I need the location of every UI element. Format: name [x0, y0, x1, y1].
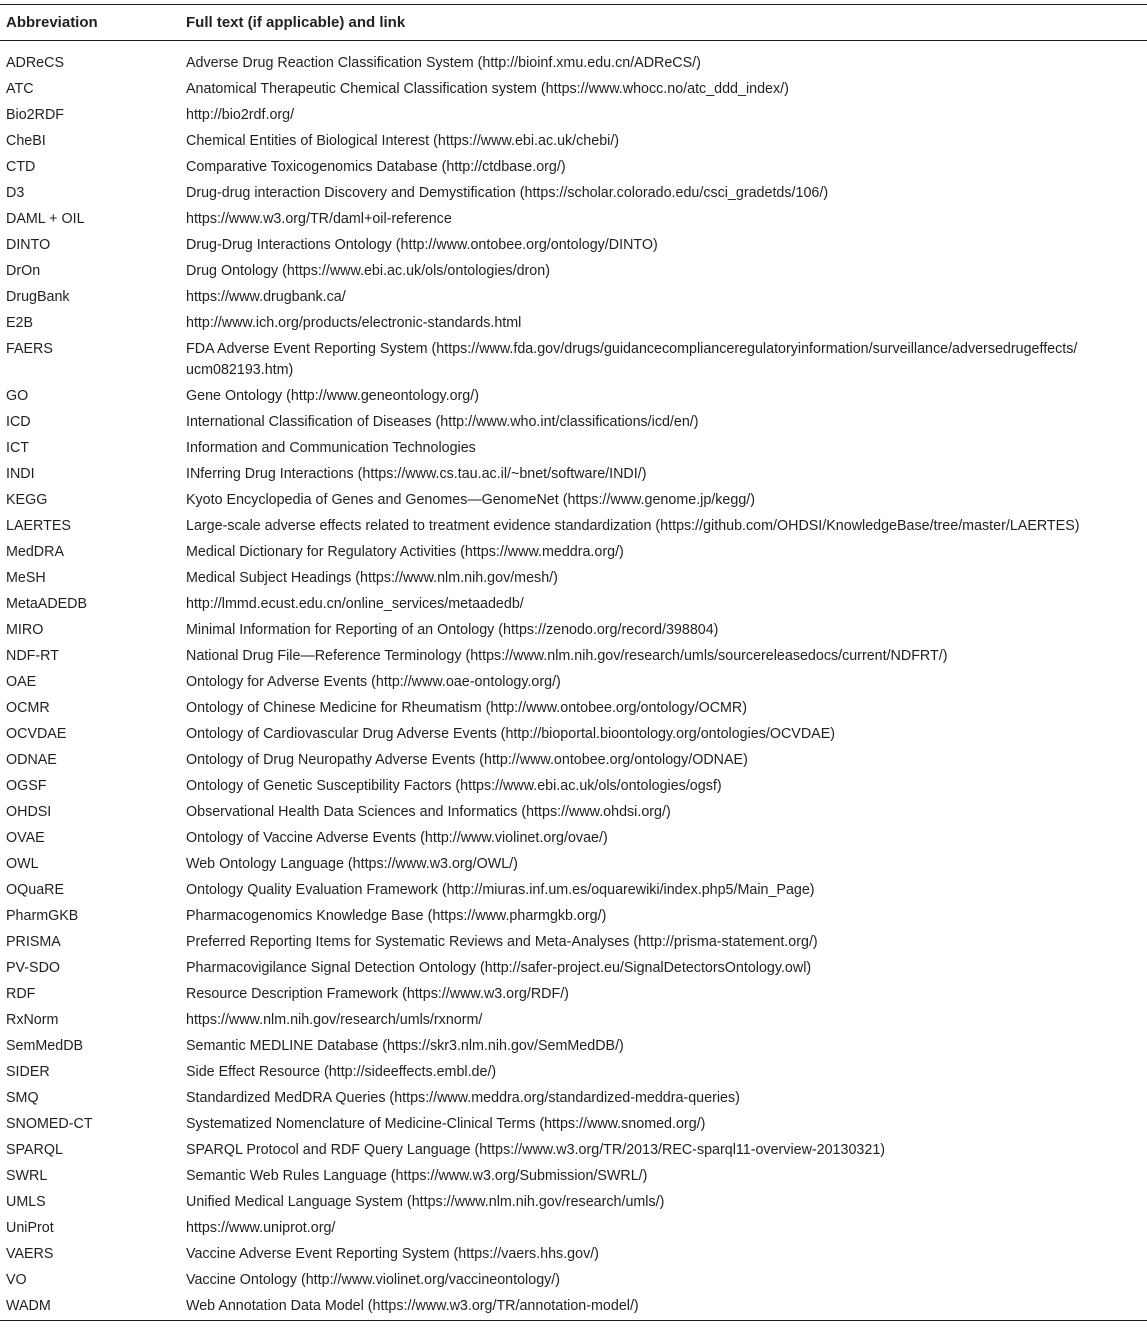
full-text-cell: Semantic MEDLINE Database (https://skr3.nlm.nih.gov/SemMedDB/) [186, 1038, 624, 1054]
full-text-cell: Web Annotation Data Model (https://www.w3.org/TR/annotation-model/) [183, 1294, 1147, 1321]
abbreviation-cell: OAE [6, 674, 37, 690]
table-row [0, 956, 1147, 982]
table-row [0, 41, 1147, 78]
abbreviation-cell: CTD [6, 159, 36, 175]
full-text-cell: Ontology of Vaccine Adverse Events (http://www.violinet.org/ovae/) [186, 830, 608, 846]
table-header [0, 5, 1147, 41]
full-text-cell: Ontology of Chinese Medicine for Rheumatism (http://www.ontobee.org/ontology/OCMR) [186, 700, 748, 716]
full-text-cell: Semantic Web Rules Language (https://www.w3.org/Submission/SWRL/) [186, 1168, 648, 1184]
abbreviation-cell: KEGG [6, 492, 48, 508]
table-row [0, 982, 1147, 1008]
abbreviation-cell: OGSF [6, 778, 47, 794]
full-text-cell: SPARQL Protocol and RDF Query Language (https://www.w3.org/TR/2013/REC-sparql11-overview-20130321) [186, 1142, 886, 1158]
full-text-cell: https://www.w3.org/TR/daml+oil-reference [186, 211, 452, 227]
header-abbreviation: Abbreviation [0, 5, 183, 41]
table-row [0, 722, 1147, 748]
abbreviation-cell: SIDER [6, 1064, 50, 1080]
table-row [0, 1112, 1147, 1138]
header-full-text: Full text (if applicable) and link [183, 5, 1147, 41]
abbreviation-cell: INDI [6, 466, 35, 482]
full-text-cell: Drug Ontology (https://www.ebi.ac.uk/ols/ontologies/dron) [186, 263, 550, 279]
full-text-cell: Ontology of Genetic Susceptibility Factors (https://www.ebi.ac.uk/ols/ontologies/ogsf) [186, 778, 722, 794]
abbreviation-cell: MetaADEDB [6, 596, 88, 612]
table-row [0, 436, 1147, 462]
full-text-cell: Kyoto Encyclopedia of Genes and Genomes—GenomeNet (https://www.genome.jp/kegg/) [186, 492, 755, 508]
abbreviation-cell: OWL [6, 856, 39, 872]
table-body [0, 41, 1147, 1321]
full-text-cell: Pharmacovigilance Signal Detection Ontology (http://safer-project.eu/SignalDetectorsOntology.owl) [186, 960, 812, 976]
abbreviation-cell: SNOMED-CT [6, 1116, 93, 1132]
table-row [0, 1294, 1147, 1321]
full-text-cell: Vaccine Adverse Event Reporting System (https://vaers.hhs.gov/) [186, 1246, 599, 1262]
abbreviation-cell: SPARQL [6, 1142, 63, 1158]
abbreviation-cell: GO [6, 388, 29, 404]
full-text-cell: Standardized MedDRA Queries (https://www.meddra.org/standardized-meddra-queries) [186, 1090, 740, 1106]
table-row [0, 566, 1147, 592]
abbreviation-cell: PV-SDO [6, 960, 61, 976]
full-text-cell: INferring Drug Interactions (https://www.cs.tau.ac.il/~bnet/software/INDI/) [186, 466, 647, 482]
abbreviation-cell: NDF-RT [6, 648, 59, 664]
abbreviation-cell: DrugBank [6, 289, 70, 305]
abbreviation-cell: DINTO [6, 237, 51, 253]
full-text-cell: Minimal Information for Reporting of an Ontology (https://zenodo.org/record/398804) [186, 622, 719, 638]
full-text-cell: Drug-Drug Interactions Ontology (http://www.ontobee.org/ontology/DINTO) [186, 237, 658, 253]
abbreviation-cell: DrOn [6, 263, 41, 279]
table-row [0, 514, 1147, 540]
table-row [0, 1164, 1147, 1190]
table-row [0, 1216, 1147, 1242]
table-row [0, 384, 1147, 410]
full-text-cell: https://www.nlm.nih.gov/research/umls/rxnorm/ [186, 1012, 483, 1028]
full-text-cell: Ontology of Drug Neuropathy Adverse Events (http://www.ontobee.org/ontology/ODNAE) [186, 752, 748, 768]
table-row [0, 748, 1147, 774]
table-row [0, 1034, 1147, 1060]
table-row [0, 1190, 1147, 1216]
table-row [0, 540, 1147, 566]
full-text-cell: Web Ontology Language (https://www.w3.org/OWL/) [186, 856, 518, 872]
table-row [0, 1268, 1147, 1294]
abbreviation-cell: OQuaRE [6, 882, 65, 898]
full-text-cell: National Drug File—Reference Terminology (https://www.nlm.nih.gov/research/umls/sourcereleasedocs/current/NDFRT/) [186, 648, 948, 664]
table-row [0, 337, 1147, 384]
full-text-cell: Vaccine Ontology (http://www.violinet.org/vaccineontology/) [186, 1272, 561, 1288]
abbreviation-cell: CheBI [6, 133, 46, 149]
table-row [0, 259, 1147, 285]
table-row [0, 462, 1147, 488]
abbreviation-cell: SWRL [6, 1168, 48, 1184]
full-text-cell: Pharmacogenomics Knowledge Base (https://www.pharmgkb.org/) [186, 908, 607, 924]
abbreviation-cell: FAERS [6, 341, 53, 357]
table-row [0, 1138, 1147, 1164]
full-text-cell: http://lmmd.ecust.edu.cn/online_services/metaadedb/ [186, 596, 524, 612]
table-row [0, 852, 1147, 878]
full-text-cell: http://bio2rdf.org/ [186, 107, 295, 123]
full-text-cell: Medical Dictionary for Regulatory Activities (https://www.meddra.org/) [186, 544, 624, 560]
table-row [0, 1242, 1147, 1268]
table-row [0, 644, 1147, 670]
full-text-cell: Information and Communication Technologies [186, 440, 476, 456]
full-text-cell: Preferred Reporting Items for Systematic Reviews and Meta-Analyses (http://prisma-statement.org/) [186, 934, 818, 950]
abbreviation-cell: UMLS [6, 1194, 46, 1210]
full-text-cell: Unified Medical Language System (https://www.nlm.nih.gov/research/umls/) [186, 1194, 665, 1210]
full-text-cell: Ontology Quality Evaluation Framework (http://miuras.inf.um.es/oquarewiki/index.php5/Main_Page) [186, 882, 815, 898]
abbreviation-cell: SemMedDB [6, 1038, 84, 1054]
abbreviations-table [0, 4, 1147, 1321]
abbreviation-cell: ODNAE [6, 752, 57, 768]
abbreviation-cell: RDF [6, 986, 36, 1002]
full-text-cell: https://www.uniprot.org/ [186, 1220, 336, 1236]
abbreviation-cell: OVAE [6, 830, 45, 846]
abbreviation-cell: ATC [6, 81, 34, 97]
table-row [0, 670, 1147, 696]
table-row [0, 696, 1147, 722]
table-row [0, 410, 1147, 436]
table-row [0, 103, 1147, 129]
abbreviation-cell: LAERTES [6, 518, 71, 534]
table-row [0, 1086, 1147, 1112]
abbreviation-cell: Bio2RDF [6, 107, 64, 123]
abbreviation-cell: PharmGKB [6, 908, 79, 924]
full-text-cell: Ontology of Cardiovascular Drug Adverse Events (http://bioportal.bioontology.org/ontologies/OCVDAE) [186, 726, 835, 742]
full-text-cell: Adverse Drug Reaction Classification System (http://bioinf.xmu.edu.cn/ADReCS/) [186, 55, 701, 71]
full-text-cell: Chemical Entities of Biological Interest (https://www.ebi.ac.uk/chebi/) [186, 133, 620, 149]
abbreviation-cell: ICT [6, 440, 30, 456]
abbreviation-cell: VO [6, 1272, 27, 1288]
full-text-cell: Side Effect Resource (http://sideeffects.embl.de/) [186, 1064, 497, 1080]
table-row [0, 207, 1147, 233]
full-text-cell: FDA Adverse Event Reporting System (https://www.fda.gov/drugs/guidancecomplianceregulatoryinformation/surveillance/adversedrugeffects/ ucm082193.htm) [186, 341, 1078, 378]
table-row [0, 1060, 1147, 1086]
abbreviation-cell: WADM [0, 1294, 183, 1321]
table-row [0, 1008, 1147, 1034]
header-row [0, 5, 1147, 41]
table-row [0, 930, 1147, 956]
full-text-cell: Gene Ontology (http://www.geneontology.org/) [186, 388, 479, 404]
abbreviation-cell: MeSH [6, 570, 46, 586]
abbreviation-cell: D3 [6, 185, 25, 201]
full-text-cell: Anatomical Therapeutic Chemical Classification system (https://www.whocc.no/atc_ddd_index/) [186, 81, 789, 97]
table-row [0, 774, 1147, 800]
full-text-cell: Ontology for Adverse Events (http://www.oae-ontology.org/) [186, 674, 561, 690]
table-row [0, 155, 1147, 181]
abbreviation-cell: RxNorm [6, 1012, 59, 1028]
table-row [0, 77, 1147, 103]
full-text-cell: International Classification of Diseases (http://www.who.int/classifications/icd/en/) [186, 414, 699, 430]
abbreviation-cell: ADReCS [6, 55, 64, 71]
abbreviation-cell: OHDSI [6, 804, 52, 820]
full-text-cell: Observational Health Data Sciences and Informatics (https://www.ohdsi.org/) [186, 804, 671, 820]
full-text-cell: Comparative Toxicogenomics Database (http://ctdbase.org/) [186, 159, 566, 175]
abbreviation-cell: E2B [6, 315, 34, 331]
table-row [0, 311, 1147, 337]
table-row [0, 592, 1147, 618]
full-text-cell: Resource Description Framework (https://www.w3.org/RDF/) [186, 986, 569, 1002]
table-row [0, 129, 1147, 155]
full-text-cell: Medical Subject Headings (https://www.nlm.nih.gov/mesh/) [186, 570, 558, 586]
abbreviation-cell: VAERS [6, 1246, 54, 1262]
abbreviation-cell: SMQ [6, 1090, 39, 1106]
full-text-cell: Drug-drug interaction Discovery and Demystification (https://scholar.colorado.edu/csci_gradetds/106/) [186, 185, 829, 201]
table-row [0, 826, 1147, 852]
table-row [0, 904, 1147, 930]
full-text-cell: https://www.drugbank.ca/ [186, 289, 346, 305]
abbreviation-cell: UniProt [6, 1220, 54, 1236]
abbreviation-cell: OCVDAE [6, 726, 67, 742]
abbreviation-cell: DAML + OIL [6, 211, 85, 227]
abbreviation-cell: MIRO [6, 622, 44, 638]
table-row [0, 181, 1147, 207]
full-text-cell: Systematized Nomenclature of Medicine-Clinical Terms (https://www.snomed.org/) [186, 1116, 706, 1132]
table-row [0, 800, 1147, 826]
abbreviation-cell: PRISMA [6, 934, 61, 950]
table-row [0, 488, 1147, 514]
table-row [0, 618, 1147, 644]
table-row [0, 285, 1147, 311]
full-text-cell: http://www.ich.org/products/electronic-standards.html [186, 315, 522, 331]
table-row [0, 878, 1147, 904]
table-row [0, 233, 1147, 259]
abbreviation-cell: ICD [6, 414, 31, 430]
abbreviation-cell: MedDRA [6, 544, 64, 560]
full-text-cell: Large-scale adverse effects related to treatment evidence standardization (https://github.com/OHDSI/KnowledgeBase/tree/master/LAERTES) [186, 518, 1080, 534]
abbreviation-cell: OCMR [6, 700, 50, 716]
